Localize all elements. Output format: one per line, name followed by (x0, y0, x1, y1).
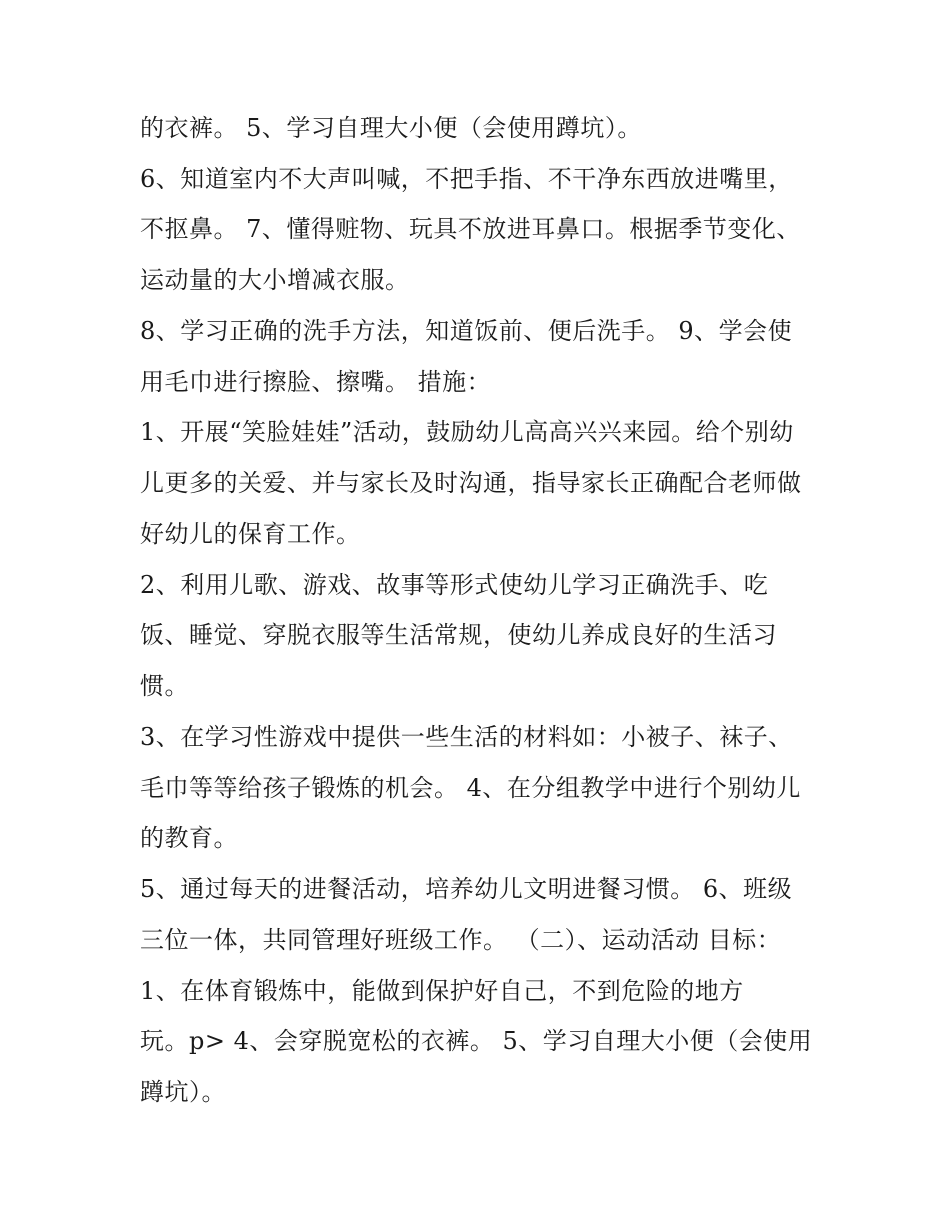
text-line: 2、利用儿歌、游戏、故事等形式使幼儿学习正确洗手、吃 (140, 571, 769, 599)
text-line: 三位一体，共同管理好班级工作。 （二）、运动活动 目标： (140, 926, 782, 954)
text-line: 不抠鼻。 7、懂得赃物、玩具不放进耳鼻口。根据季节变化、 (140, 215, 801, 243)
text-line: 8、学习正确的洗手方法，知道饭前、便后洗手。 9、学会使 (140, 317, 793, 345)
text-line: 6、知道室内不大声叫喊，不把手指、不干净东西放进嘴里， (140, 165, 793, 193)
text-line: 玩。p> 4、会穿脱宽松的衣裤。 5、学习自理大小便（会使用 (140, 1027, 813, 1055)
text-line: 毛巾等等给孩子锻炼的机会。 4、在分组教学中进行个别幼儿 (140, 774, 801, 802)
text-line: 好幼儿的保育工作。 (140, 520, 361, 548)
text-line: 饭、睡觉、穿脱衣服等生活常规，使幼儿养成良好的生活习 (140, 621, 777, 649)
text-line: 儿更多的关爱、并与家长及时沟通，指导家长正确配合老师做 (140, 469, 802, 497)
text-line: 的教育。 (140, 824, 238, 852)
text-line: 3、在学习性游戏中提供一些生活的材料如：小被子、袜子、 (140, 723, 793, 751)
text-line: 的衣裤。 5、学习自理大小便（会使用蹲坑）。 (140, 114, 642, 142)
text-line: 1、开展“笑脸娃娃”活动，鼓励幼儿高高兴兴来园。给个别幼 (140, 418, 794, 446)
text-line: 5、通过每天的进餐活动，培养幼儿文明进餐习惯。 6、班级 (140, 875, 793, 903)
text-line: 运动量的大小增减衣服。 (140, 266, 410, 294)
text-line: 惯。 (140, 672, 189, 700)
text-line: 用毛巾进行擦脸、擦嘴。 措施： (140, 368, 492, 396)
text-line: 1、在体育锻炼中，能做到保护好自己，不到危险的地方 (140, 977, 744, 1005)
text-line: 蹲坑）。 (140, 1078, 226, 1106)
